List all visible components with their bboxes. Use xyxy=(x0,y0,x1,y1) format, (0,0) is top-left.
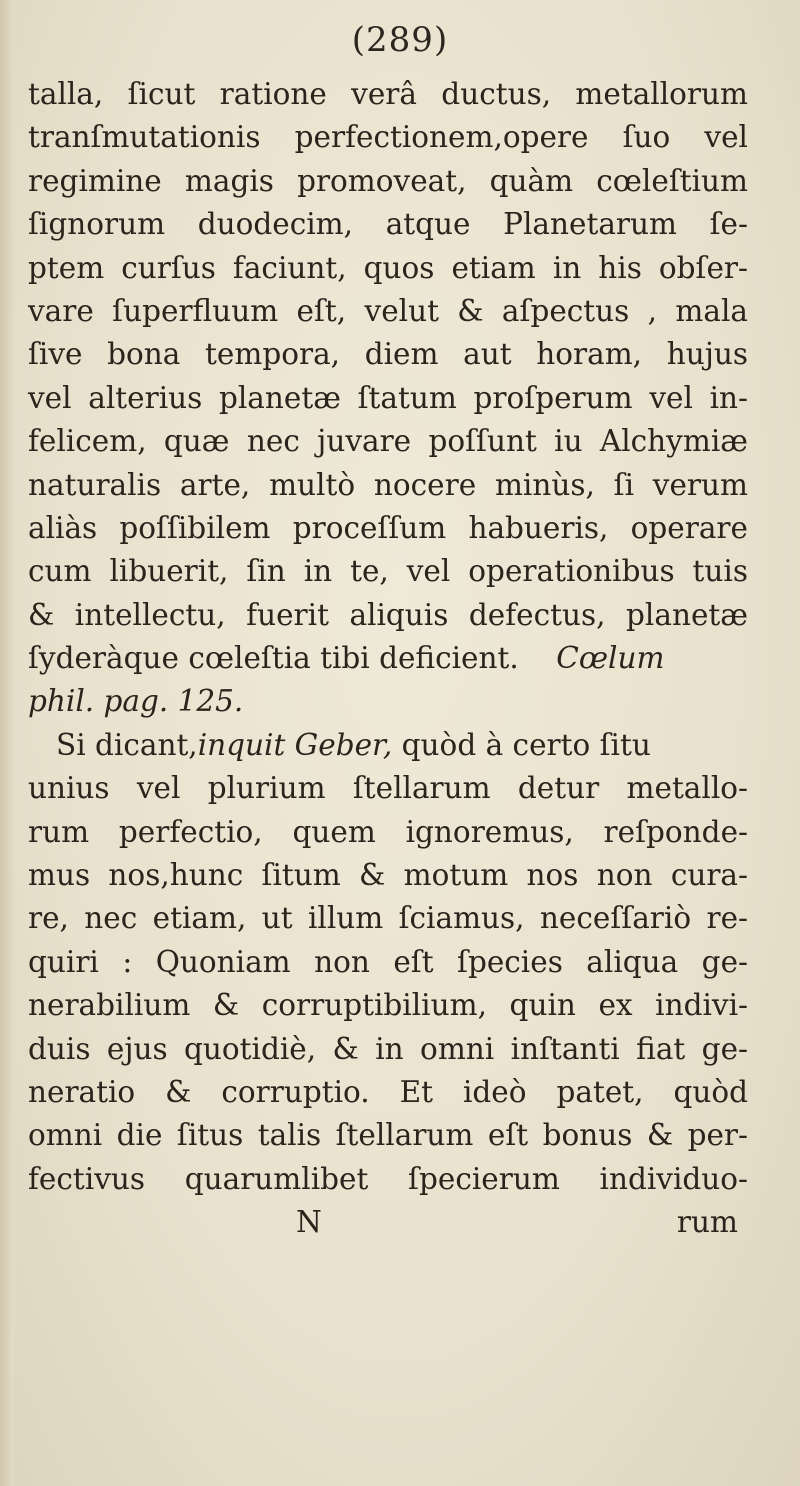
text-line: regimine magis promoveat, quàm cœleſtium xyxy=(28,163,748,198)
text-line: omni die ſitus talis ſtellarum eſt bonus & per- xyxy=(28,1118,748,1153)
text-line: quiri : Quoniam non eſt ſpecies aliqua ge- xyxy=(28,944,748,979)
text-line: nerabilium & corruptibilium, quin ex indivi- xyxy=(28,988,748,1023)
text-line: fectivus quarumlibet ſpecierum individuo- xyxy=(28,1161,748,1196)
text-line: ptem curſus faciunt, quos etiam in his obſer- xyxy=(28,250,748,285)
inquit-geber: inquit Geber, xyxy=(197,727,393,762)
text-line: ſive bona tempora, diem aut horam, hujus xyxy=(28,337,748,372)
text-line: ſignorum duodecim, atque Planetarum ſe- xyxy=(28,207,748,242)
text-line: cum libuerit, ſin in te, vel operationibus tuis xyxy=(28,554,748,589)
text-line: duis ejus quotidiè, & in omni inſtanti fiat ge- xyxy=(28,1031,748,1066)
page-number-text: (289) xyxy=(351,20,449,60)
page-number xyxy=(0,20,800,60)
text-line: talla, ſicut ratione verâ ductus, metallorum xyxy=(28,77,748,111)
paragraph-start-line xyxy=(28,724,748,767)
text-line: vel alterius planetæ ſtatum proſperum vel in- xyxy=(28,380,748,415)
signature-mark: N xyxy=(296,1205,322,1240)
text-line: felicem, quæ nec juvare poſſunt iu Alchymiæ xyxy=(28,424,748,459)
text-line: mus nos,hunc ſitum & motum nos non cura- xyxy=(28,858,748,893)
signature-line xyxy=(28,1201,748,1244)
text-line: quòd à certo ſitu xyxy=(401,727,651,762)
citation-ref: phil. pag. 125. xyxy=(28,684,244,719)
text-line: Si dicant, xyxy=(56,727,198,762)
catchword: rum xyxy=(676,1205,738,1240)
text-line: & intellectu, fuerit aliquis defectus, planetæ xyxy=(28,597,748,632)
text-line: rum perfectio, quem ignoremus, reſponde- xyxy=(28,814,748,849)
text-line: unius vel plurium ſtellarum detur metallo- xyxy=(28,771,748,806)
citation-work: Cœlum xyxy=(556,641,665,676)
text-line: ſyderàque cœleſtia tibi deficient. xyxy=(28,641,519,676)
text-line-with-citation xyxy=(28,637,748,680)
text-line: naturalis arte, multò nocere minùs, ſi verum xyxy=(28,467,748,502)
body-text xyxy=(28,73,748,1245)
citation-line xyxy=(28,680,748,723)
text-line: neratio & corruptio. Et ideò patet, quòd xyxy=(28,1074,748,1109)
text-line: aliàs poſſibilem proceſſum habueris, operare xyxy=(28,510,748,545)
text-line: vare ſuperfluum eſt, velut & aſpectus , mala xyxy=(28,293,748,328)
binding-gutter xyxy=(0,0,14,1486)
text-line: re, nec etiam, ut illum ſciamus, neceſſariò re- xyxy=(28,901,748,936)
text-line: tranſmutationis perfectionem,opere ſuo vel xyxy=(28,120,748,155)
